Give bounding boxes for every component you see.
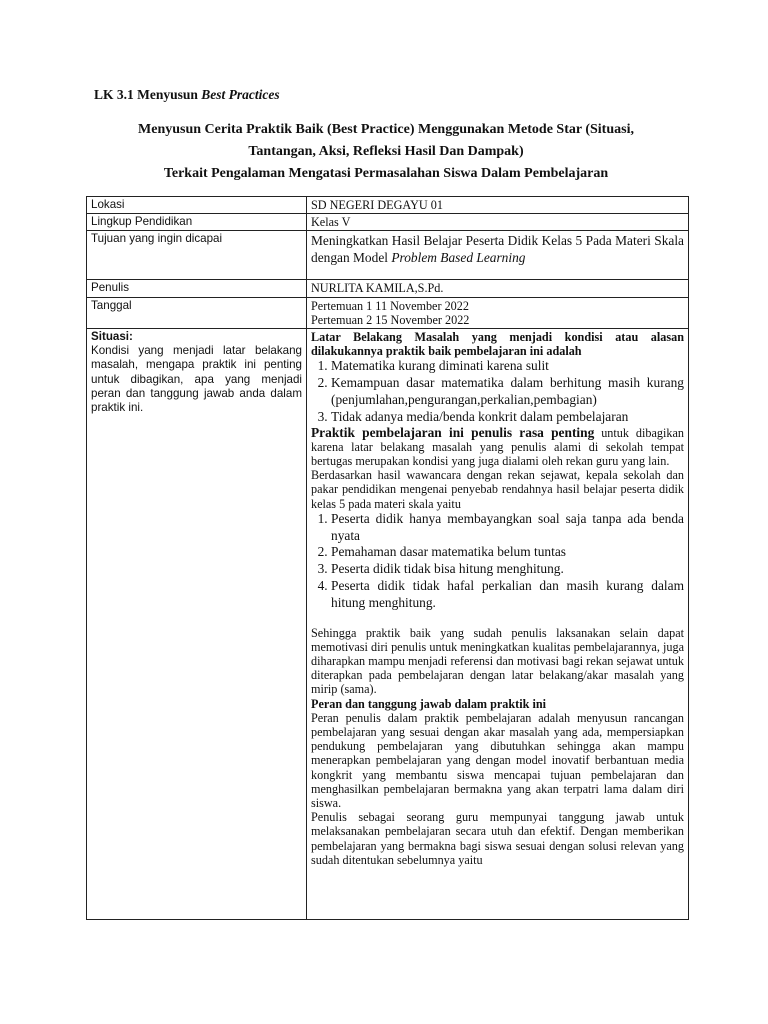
- label-lingkup: Lingkup Pendidikan: [87, 214, 307, 231]
- value-lingkup: Kelas V: [307, 214, 689, 231]
- row-lokasi: [87, 197, 689, 214]
- document-heading: [86, 119, 686, 185]
- praktik-paragraph: Praktik pembelajaran ini penulis rasa penting untuk dibagikan karena latar belakang masalah yang penulis alami di sekolah tempat bertugas merupakan kondisi yang juga dialami oleh rekan guru yang lain.: [311, 424, 684, 469]
- situasi-title: Situasi:: [91, 330, 133, 344]
- sehingga-paragraph: Sehingga praktik baik yang sudah penulis laksanakan selain dapat memotivasi diri penulis untuk meningkatkan kualitas pembelajarannya, juga diharapkan mampu menjadi referensi dan motivasi bagi rekan sejawat untuk diterapkan pada pembelajaran dengan latar belakang/akar masalah yang mirip (sama).: [311, 625, 684, 697]
- value-penulis: NURLITA KAMILA,S.Pd.: [307, 280, 689, 297]
- label-lokasi: Lokasi: [87, 197, 307, 214]
- value-tujuan-italic: Problem Based Learning: [391, 250, 526, 266]
- list-item: 2. Kemampuan dasar matematika dalam berhitung masih kurang (penjumlahan,pengurangan,perkalian,pembagian): [331, 375, 684, 409]
- heading-line-3: Terkait Pengalaman Mengatasi Permasalahan Siswa Dalam Pembelajaran: [163, 166, 609, 181]
- latar-list: [311, 358, 684, 425]
- list-item: 4. Peserta didik tidak hafal perkalian dan masih kurang dalam hitung menghitung.: [331, 578, 684, 612]
- situasi-content-cell: [307, 329, 689, 920]
- row-lingkup: [87, 214, 689, 231]
- heading-line-1: Menyusun Cerita Praktik Baik (Best Practice) Menggunakan Metode Star (Situasi,: [138, 122, 634, 137]
- list-item: 1. Matematika kurang diminati karena sulit: [331, 358, 684, 375]
- row-tujuan: [87, 231, 689, 280]
- list-item: 3. Tidak adanya media/benda konkrit dalam pembelajaran: [331, 409, 684, 426]
- lk-title-italic: Best Practices: [201, 87, 280, 102]
- row-penulis: [87, 280, 689, 297]
- situasi-label-cell: [87, 329, 307, 920]
- value-tujuan: Meningkatkan Hasil Belajar Peserta Didik Kelas 5 Pada Materi Skala dengan Model Problem Based Learning: [307, 231, 689, 280]
- row-situasi: [87, 329, 689, 920]
- peran-paragraph-2: Penulis sebagai seorang guru mempunyai tanggung jawab untuk melaksanakan pembelajaran secara utuh dan efektif. Dengan memberikan pembelajaran yang bermakna bagi siswa sesuai dengan solusi relevan yang sudah ditentukan sebelumnya yaitu: [311, 810, 684, 867]
- peran-heading: Peran dan tanggung jawab dalam praktik ini: [311, 696, 546, 711]
- wawancara-paragraph: Berdasarkan hasil wawancara dengan rekan sejawat, kepala sekolah dan pakar pendidikan mengenai penyebab rendahnya hasil belajar peserta didik kelas 5 pada materi skala yaitu: [311, 468, 684, 511]
- list-item: 1. Peserta didik hanya membayangkan soal saja tanpa ada benda nyata: [331, 511, 684, 545]
- label-tanggal: Tanggal: [87, 297, 307, 328]
- praktik-bold: Praktik pembelajaran ini penulis rasa penting: [311, 424, 595, 440]
- situasi-description: Kondisi yang menjadi latar belakang masalah, mengapa praktik ini penting untuk dibagikan, apa yang menjadi peran dan tanggung jawab anda dalam praktik ini.: [91, 344, 302, 415]
- value-lokasi: SD NEGERI DEGAYU 01: [307, 197, 689, 214]
- value-tanggal: [307, 297, 689, 328]
- list-item: 2. Pemahaman dasar matematika belum tuntas: [331, 544, 684, 561]
- peran-paragraph-1: Peran penulis dalam praktik pembelajaran adalah menyusun rancangan pembelajaran yang sesuai dengan akar masalah yang ada, mempersiapkan pendukung pembelajaran yang dibutuhkan sehingga akan mampu menerapkan pembelajaran yang dengan model inovatif berbantuan media kongkrit yang membantu siswa mencapai tujuan pembelajaran dan menghasilkan pembelajaran bermakna yang akan terpatri lama dalam diri siswa.: [311, 710, 684, 811]
- spacer: [311, 612, 684, 626]
- latar-heading: Latar Belakang Masalah yang menjadi kondisi atau alasan dilakukannya praktik baik pembelajaran ini adalah: [311, 330, 684, 359]
- tanggal-line-1: Pertemuan 1 11 November 2022: [311, 298, 469, 313]
- label-penulis: Penulis: [87, 280, 307, 297]
- best-practice-table: [86, 196, 689, 920]
- lk-title: LK 3.1 Menyusun Best Practices: [94, 87, 280, 102]
- tanggal-line-2: Pertemuan 2 15 November 2022: [311, 312, 470, 327]
- penyebab-list: [311, 511, 684, 612]
- label-tujuan: Tujuan yang ingin dicapai: [87, 231, 307, 280]
- list-item: 3. Peserta didik tidak bisa hitung menghitung.: [331, 561, 684, 578]
- heading-line-2: Tantangan, Aksi, Refleksi Hasil Dan Dampak): [248, 144, 524, 159]
- row-tanggal: [87, 297, 689, 328]
